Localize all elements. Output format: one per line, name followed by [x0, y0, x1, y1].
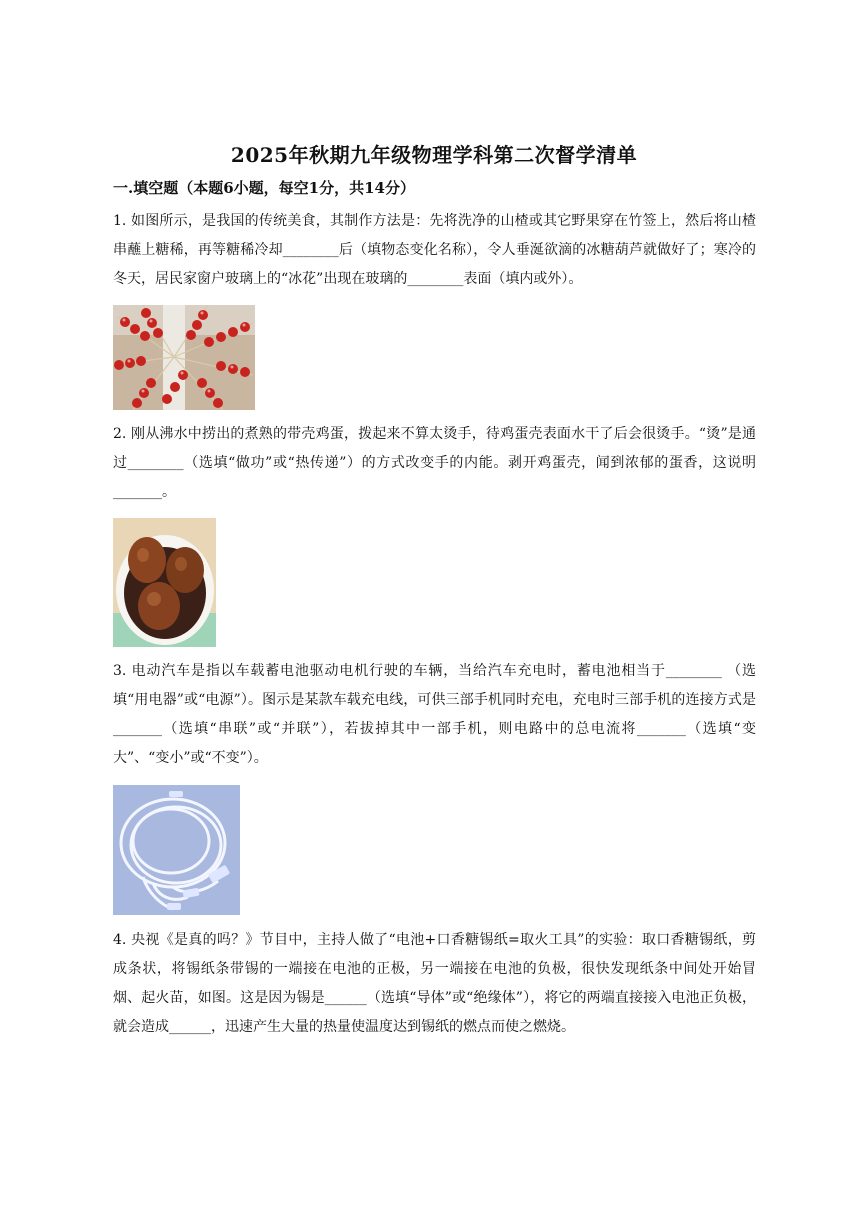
charging-cable-image: [113, 785, 240, 915]
question-3-text: 3. 电动汽车是指以车载蓄电池驱动电机行驶的车辆，当给汽车充电时，蓄电池相当于________ （选填“用电器”或“电源”）。图示是某款车载充电线，可供三部手机同时充电，充电时三部手机的连接方式是_______（选填“串联”或“并联”），若拔掉其中一部手机，则电路中的总电流将_______（选填“变大”、“变小”或“不变”）。: [113, 663, 756, 766]
question-2-text: 2. 刚从沸水中捞出的煮熟的带壳鸡蛋，拨起来不算太烫手，待鸡蛋壳表面水干了后会很烫手。“烫”是通过________（选填“做功”或“热传递”）的方式改变手的内能。剥开鸡蛋壳，闻到浓郁的蛋香，这说明_______。: [113, 426, 756, 500]
candied-haws-image: [113, 305, 255, 410]
question-4-text: 4. 央视《是真的吗？》节目中，主持人做了“电池+口香糖锡纸=取火工具”的实验：取口香糖锡纸，剪成条状，将锡纸条带锡的一端接在电池的正极，另一端接在电池的负极，很快发现纸条中间处开始冒烟、起火苗，如图。这是因为锡是______（选填“导体”或“绝缘体”），将它的两端直接接入电池正负极，就会造成______，迅速产生大量的热量使温度达到锡纸的燃点而使之燃烧。: [113, 932, 756, 1035]
section-heading: 一.填空题（本题6小题，每空1分，共14分）: [113, 179, 415, 197]
tea-eggs-image: [113, 518, 216, 647]
page-title: 2025年秋期九年级物理学科第二次督学清单: [230, 143, 638, 167]
question-1-text: 1. 如图所示，是我国的传统美食，其制作方法是：先将洗净的山楂或其它野果穿在竹签上，然后将山楂串蘸上糖稀，再等糖稀冷却________后（填物态变化名称），令人垂涎欲滴的冰糖葫芦就做好了；寒冷的冬天，居民家窗户玻璃上的“冰花”出现在玻璃的________表面（填内或外）。: [113, 213, 756, 287]
